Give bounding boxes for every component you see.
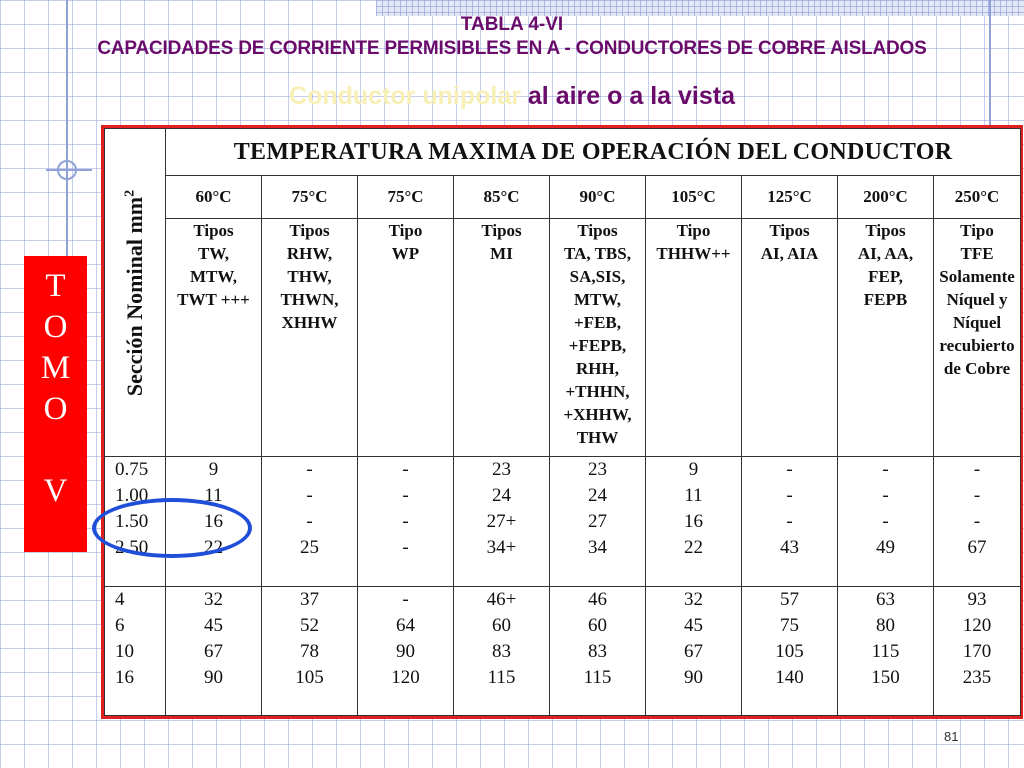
conductor-types-cell	[838, 219, 934, 457]
ampacity-value: 23	[588, 459, 607, 480]
ampacity-value: -	[973, 511, 981, 532]
conductor-type-line: TW,	[197, 244, 230, 263]
temperature-cell: 85°C	[454, 176, 550, 219]
ampacity-value: 75	[780, 614, 799, 636]
conductor-type-line: +XHHW,	[563, 405, 632, 424]
conductor-type-line: MI	[490, 244, 513, 263]
conductor-type-line: FEP,	[868, 267, 903, 286]
section-value: 16	[115, 666, 134, 688]
ampacity-value: 23	[492, 459, 511, 480]
ampacity-value: 11	[684, 485, 703, 506]
conductor-type-line: AI, AIA	[760, 244, 819, 263]
conductor-subtitle-main: al aire o a la vista	[520, 82, 735, 110]
conductor-type-line: THW	[576, 428, 619, 447]
ampacity-value: 22	[684, 537, 703, 558]
title-block	[0, 14, 1024, 62]
ampacity-value: 9	[208, 459, 219, 480]
ampacity-values-cell	[262, 457, 358, 587]
table-subtitle: CAPACIDADES DE CORRIENTE PERMISIBLES EN A - CONDUCTORES DE COBRE AISLADOS	[97, 38, 927, 59]
conductor-type-line: TA, TBS,	[564, 244, 631, 263]
conductor-type-line: de Cobre	[943, 359, 1011, 378]
ampacity-value: 115	[583, 666, 612, 688]
ampacity-values-cell	[358, 586, 454, 716]
ampacity-value: -	[786, 459, 793, 480]
ampacity-value: 90	[684, 666, 703, 688]
ampacity-value: 115	[871, 640, 900, 662]
ampacity-value: -	[402, 485, 409, 506]
ampacity-value: 78	[300, 640, 319, 662]
ampacity-values-cell	[646, 586, 742, 716]
ampacity-values-cell	[454, 586, 550, 716]
section-value: 1.00	[115, 485, 149, 506]
conductor-type-line: RHH,	[576, 359, 619, 378]
conductor-type-line: Níquel y	[946, 290, 1008, 309]
conductor-subtitle-faded: Conductor unipolar	[289, 82, 521, 110]
temperature-cell: 75°C	[262, 176, 358, 219]
ampacity-value: 27	[588, 511, 607, 532]
ampacity-value: 45	[204, 614, 223, 636]
conductor-type-line: Tipo	[388, 221, 423, 240]
section-value: 4	[115, 588, 125, 610]
conductor-type-line: Tipos	[865, 221, 906, 240]
ampacity-value: 67	[967, 537, 987, 558]
section-value: 1.50	[115, 511, 149, 532]
ampacity-value: 120	[962, 614, 992, 636]
ampacity-value: -	[973, 485, 981, 506]
ampacity-values-cell	[166, 586, 262, 716]
ampacity-value: 25	[300, 537, 319, 558]
ampacity-value: 34	[588, 537, 607, 558]
ampacity-value: 83	[588, 640, 607, 662]
section-header-label	[122, 189, 148, 395]
ampacity-value: -	[882, 511, 889, 532]
ampacity-table-frame	[101, 125, 1023, 719]
conductor-types-cell	[742, 219, 838, 457]
ampacity-value: 16	[204, 511, 223, 532]
conductor-type-line: +THHN,	[565, 382, 630, 401]
ampacity-value: 27+	[486, 511, 517, 532]
conductor-type-line: Tipos	[577, 221, 618, 240]
tomo-v-label	[24, 256, 87, 552]
ampacity-value: 43	[780, 537, 799, 558]
ampacity-value: 32	[684, 588, 703, 610]
ampacity-value: 16	[684, 511, 703, 532]
ampacity-value: 24	[588, 485, 607, 506]
ampacity-value: 150	[871, 666, 900, 688]
section-header-cell	[105, 129, 166, 457]
tomo-letter: O	[43, 309, 68, 345]
ampacity-value: -	[402, 588, 409, 610]
ampacity-value: -	[306, 485, 313, 506]
section-values-cell	[105, 586, 166, 716]
ampacity-value: 60	[588, 614, 607, 636]
table-row	[105, 586, 1021, 716]
highlight-oval	[92, 498, 252, 558]
ampacity-values-cell	[262, 586, 358, 716]
section-value: 2.50	[115, 537, 149, 558]
conductor-type-line: Tipos	[481, 221, 522, 240]
ampacity-values-cell	[454, 457, 550, 587]
ampacity-value: 57	[780, 588, 799, 610]
ampacity-value: 37	[300, 588, 319, 610]
conductor-subtitle	[0, 80, 1024, 112]
ampacity-value: 11	[204, 485, 223, 506]
conductor-type-line: RHW,	[286, 244, 333, 263]
tomo-letter	[24, 430, 87, 471]
ampacity-values-cell	[742, 586, 838, 716]
conductor-type-line: Tipos	[289, 221, 330, 240]
ampacity-value: 46+	[486, 588, 517, 610]
ampacity-values-cell	[934, 586, 1021, 716]
conductor-type-line: Tipos	[193, 221, 234, 240]
ampacity-value: 115	[487, 666, 516, 688]
conductor-type-line: THWN,	[280, 290, 339, 309]
ampacity-values-cell	[550, 457, 646, 587]
ampacity-values-cell	[550, 586, 646, 716]
conductor-type-line: TFE	[960, 244, 994, 263]
ampacity-value: 60	[492, 614, 511, 636]
ampacity-value: 90	[396, 640, 415, 662]
ampacity-value: 9	[688, 459, 699, 480]
ampacity-value: 80	[876, 614, 895, 636]
conductor-types-cell	[934, 219, 1021, 457]
ampacity-values-cell	[646, 457, 742, 587]
section-value: 6	[115, 614, 125, 636]
ampacity-value: 67	[204, 640, 223, 662]
ampacity-value: 22	[204, 537, 223, 558]
section-value: 0.75	[115, 459, 149, 480]
page-number: 81	[944, 729, 959, 744]
conductor-type-line: MTW,	[189, 267, 238, 286]
conductor-type-line: +FEB,	[574, 313, 621, 332]
conductor-type-line: Tipo	[676, 221, 711, 240]
tomo-letter: M	[40, 350, 71, 386]
conductor-type-line: Solamente	[939, 267, 1015, 286]
ampacity-values-cell	[742, 457, 838, 587]
temperature-cell: 125°C	[742, 176, 838, 219]
tomo-letter: O	[43, 391, 68, 427]
temperature-cell: 60°C	[166, 176, 262, 219]
ampacity-value: -	[973, 459, 981, 480]
conductor-type-line: MTW,	[573, 290, 622, 309]
conductor-type-line: THHW++	[656, 244, 731, 263]
ampacity-value: -	[786, 511, 793, 532]
conductor-type-line: TWT +++	[177, 290, 250, 309]
section-header-sup: 2	[122, 189, 138, 197]
temperature-cell: 75°C	[358, 176, 454, 219]
ampacity-values-cell	[838, 586, 934, 716]
conductor-type-line: XHHW	[281, 313, 338, 332]
ampacity-value: -	[882, 459, 889, 480]
temperature-cell: 105°C	[646, 176, 742, 219]
ampacity-value: 32	[204, 588, 223, 610]
ampacity-value: -	[882, 485, 889, 506]
conductor-types-cell	[262, 219, 358, 457]
ampacity-value: 90	[204, 666, 223, 688]
tomo-letter: T	[45, 268, 66, 304]
ampacity-value: 67	[684, 640, 703, 662]
ampacity-value: 63	[876, 588, 895, 610]
conductor-type-line: SA,SIS,	[569, 267, 626, 286]
ampacity-value: 140	[775, 666, 804, 688]
ampacity-value: 235	[962, 666, 992, 688]
temperature-cell: 200°C	[838, 176, 934, 219]
ampacity-value: -	[402, 511, 409, 532]
conductor-type-line: Níquel	[952, 313, 1002, 332]
tomo-letter: V	[43, 473, 68, 509]
ampacity-values-cell	[358, 457, 454, 587]
ampacity-values-cell	[838, 457, 934, 587]
ampacity-value: -	[402, 537, 409, 558]
conductor-types-cell	[454, 219, 550, 457]
ampacity-value: 105	[295, 666, 324, 688]
ampacity-value: -	[306, 459, 313, 480]
conductor-type-line: AI, AA,	[857, 244, 914, 263]
conductor-types-cell	[166, 219, 262, 457]
ampacity-value: 93	[967, 588, 987, 610]
ampacity-value: 64	[396, 614, 415, 636]
ampacity-value: -	[786, 485, 793, 506]
conductor-type-line: Tipos	[769, 221, 810, 240]
conductor-type-line: recubierto	[939, 336, 1015, 355]
conductor-type-line: Tipo	[960, 221, 994, 240]
section-header-text: Sección Nominal mm	[122, 196, 147, 396]
conductor-type-line: THW,	[287, 267, 332, 286]
ampacity-values-cell	[934, 457, 1021, 587]
ampacity-value: 49	[876, 537, 895, 558]
table-number-title: TABLA 4-VI	[460, 14, 564, 35]
ampacity-value: 52	[300, 614, 319, 636]
conductor-type-line: +FEPB,	[568, 336, 627, 355]
ampacity-value: 46	[588, 588, 607, 610]
temperature-cell: 90°C	[550, 176, 646, 219]
ampacity-value: 45	[684, 614, 703, 636]
ampacity-value: 120	[391, 666, 420, 688]
conductor-types-cell	[646, 219, 742, 457]
conductor-type-line: WP	[391, 244, 420, 263]
ampacity-value: -	[306, 511, 313, 532]
ampacity-value: 105	[775, 640, 804, 662]
temperature-header: TEMPERATURA MAXIMA DE OPERACIÓN DEL CONDUCTOR	[166, 129, 1021, 176]
conductor-types-cell	[550, 219, 646, 457]
ampacity-value: 170	[962, 640, 992, 662]
ampacity-value: 24	[492, 485, 511, 506]
conductor-type-line: FEPB	[863, 290, 908, 309]
ampacity-table	[104, 128, 1021, 716]
ampacity-value: 34+	[486, 537, 517, 558]
ampacity-value: -	[402, 459, 409, 480]
conductor-types-cell	[358, 219, 454, 457]
crosshair-icon	[46, 155, 92, 185]
ampacity-value: 83	[492, 640, 511, 662]
section-value: 10	[115, 640, 134, 662]
temperature-cell: 250°C	[934, 176, 1021, 219]
